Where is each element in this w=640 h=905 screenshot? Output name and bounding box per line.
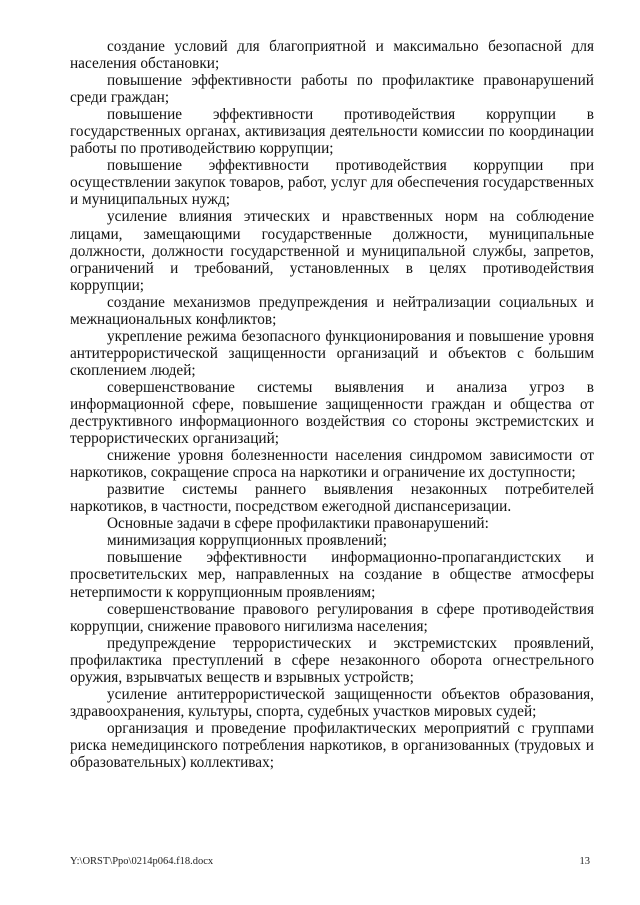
paragraph: повышение эффективности работы по профилактике правонарушений среди граждан;: [70, 72, 594, 107]
paragraph: снижение уровня болезненности населения синдромом зависимости от наркотиков, сокращение спроса на наркотики и ограничение их доступности;: [70, 447, 594, 482]
document-body: [70, 38, 594, 771]
paragraph: развитие системы раннего выявления незаконных потребителей наркотиков, в частности, посредством ежегодной диспансеризации.: [70, 481, 594, 516]
file-path: Y:\ORST\Ppo\0214p064.f18.docx: [70, 856, 214, 867]
paragraph: организация и проведение профилактических мероприятий с группами риска немедицинского потребления наркотиков, в организованных (трудовых и образовательных) коллективах;: [70, 719, 594, 771]
paragraph: укрепление режима безопасного функционирования и повышение уровня антитеррористической защищенности организаций и объектов с большим скоплением людей;: [70, 327, 594, 379]
paragraph: усиление влияния этических и нравственных норм на соблюдение лицами, замещающими государственные должности, муниципальные должности, должности государственной и муниципальной службы, запретов, ограничений и требований, установленных в целях противодействия коррупции;: [70, 208, 594, 294]
paragraph: повышение эффективности информационно-пропагандистских и просветительских мер, направленных на создание в обществе атмосферы нетерпимости к коррупционным проявлениям;: [70, 549, 594, 601]
paragraph: создание механизмов предупреждения и нейтрализации социальных и межнациональных конфликтов;: [70, 293, 594, 328]
section-heading: Основные задачи в сфере профилактики правонарушений:: [107, 515, 489, 533]
page-number: 13: [579, 856, 590, 867]
paragraph: усиление антитеррористической защищенности объектов образования, здравоохранения, культуры, спорта, судебных участков мировых судей;: [70, 685, 594, 720]
paragraph: повышение эффективности противодействия коррупции при осуществлении закупок товаров, работ, услуг для обеспечения государственных и муниципальных нужд;: [70, 157, 594, 209]
paragraph: предупреждение террористических и экстремистских проявлений, профилактика преступлений в сфере незаконного оборота огнестрельного оружия, взрывчатых веществ и взрывных устройств;: [70, 634, 594, 686]
paragraph: совершенствование системы выявления и анализа угроз в информационной сфере, повышение защищенности граждан и общества от деструктивного информационного воздействия со стороны экстремистских и террористических организаций;: [70, 378, 594, 448]
paragraph: повышение эффективности противодействия коррупции в государственных органах, активизация деятельности комиссии по координации работы по противодействию коррупции;: [70, 106, 594, 158]
paragraph: совершенствование правового регулирования в сфере противодействия коррупции, снижение правового нигилизма населения;: [70, 600, 594, 635]
page-footer: [70, 855, 594, 869]
paragraph: создание условий для благоприятной и максимально безопасной для населения обстановки;: [70, 38, 594, 73]
paragraph: минимизация коррупционных проявлений;: [107, 532, 388, 550]
